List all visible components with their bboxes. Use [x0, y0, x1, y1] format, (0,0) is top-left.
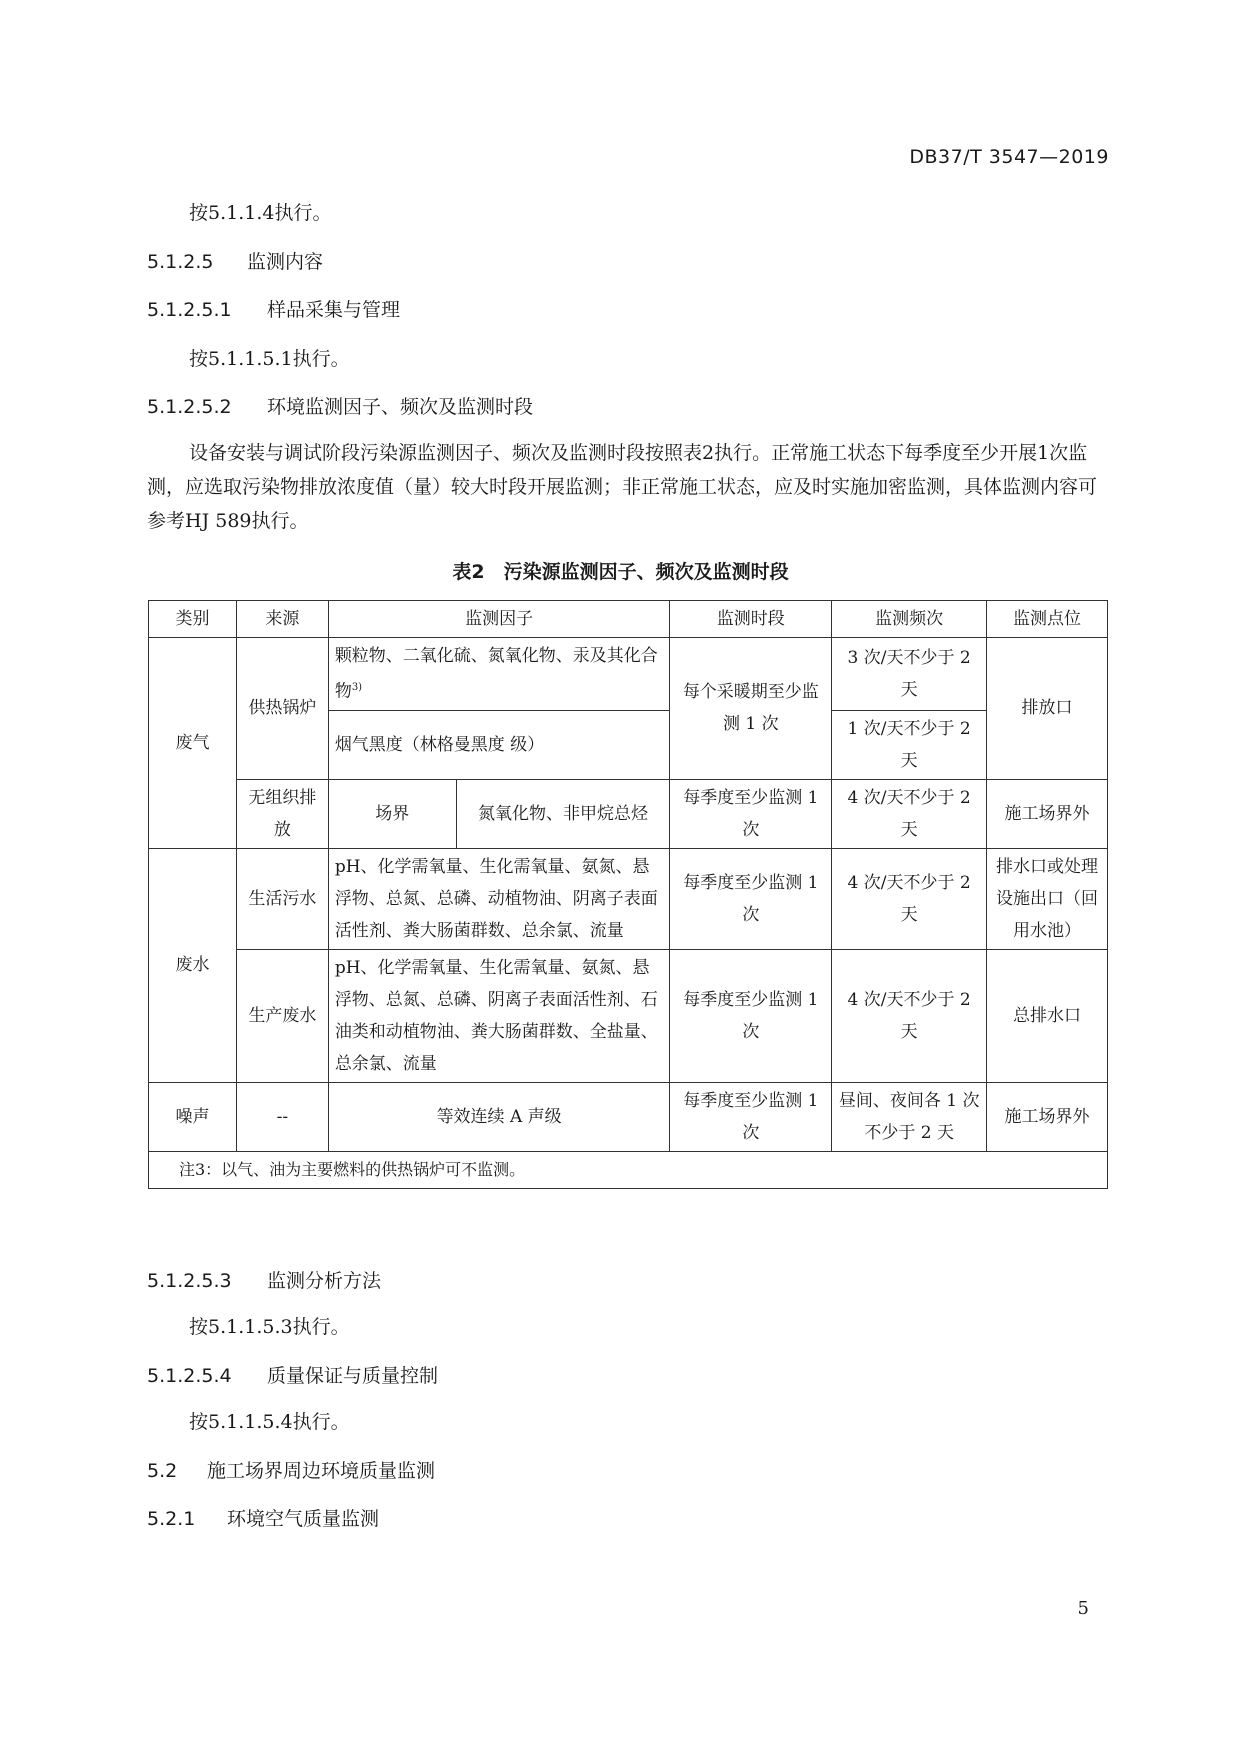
- frequency-cell: 昼间、夜间各 1 次不少于 2 天: [832, 1082, 987, 1151]
- paragraph: 按5.1.1.5.1执行。: [189, 348, 350, 370]
- source-cell: --: [236, 1082, 328, 1151]
- source-cell: 无组织排放: [236, 779, 328, 848]
- monitoring-table: [148, 600, 1108, 1189]
- point-cell: 排水口或处理设施出口（回用水池）: [987, 848, 1108, 949]
- header-cell: 类别: [149, 601, 237, 638]
- factor-cell: 氮氧化物、非甲烷总烃: [456, 779, 670, 848]
- paragraph: 设备安装与调试阶段污染源监测因子、频次及监测时段按照表2执行。正常施工状态下每季度至少开展1次监测，应选取污染物排放浓度值（量）较大时段开展监测；非正常施工状态，应及时实施加密监测，具体监测内容可参考HJ 589执行。: [147, 442, 1098, 532]
- section-heading: [147, 392, 533, 419]
- section-number: 5.1.2.5.1: [147, 299, 232, 321]
- point-cell: 施工场界外: [987, 779, 1108, 848]
- table-row: [149, 638, 1108, 711]
- category-cell: 废气: [149, 638, 237, 849]
- period-cell: 每季度至少监测 1 次: [670, 949, 832, 1082]
- table-header-row: [149, 601, 1108, 638]
- section-heading: [147, 1504, 379, 1531]
- section-heading: [147, 247, 323, 274]
- header-cell: 监测频次: [832, 601, 987, 638]
- section-title: 环境监测因子、频次及监测时段: [267, 396, 534, 418]
- section-title: 样品采集与管理: [267, 299, 401, 321]
- source-cell: 生活污水: [236, 848, 328, 949]
- point-cell: 施工场界外: [987, 1082, 1108, 1151]
- table-note: 注3：以气、油为主要燃料的供热锅炉可不监测。: [149, 1151, 1108, 1188]
- period-cell: 每个采暖期至少监测 1 次: [670, 638, 832, 780]
- table-row: [149, 779, 1108, 848]
- source-cell: 生产废水: [236, 949, 328, 1082]
- period-cell: 每季度至少监测 1 次: [670, 848, 832, 949]
- section-title: 监测内容: [247, 251, 324, 273]
- section-heading: [147, 1266, 381, 1293]
- section-number: 5.1.2.5.4: [147, 1365, 232, 1387]
- table-caption: 表2 污染源监测因子、频次及监测时段: [452, 561, 789, 583]
- section-number: 5.1.2.5.3: [147, 1270, 232, 1292]
- section-number: 5.2.1: [147, 1508, 196, 1530]
- section-title: 质量保证与质量控制: [267, 1365, 439, 1387]
- factor-cell: 等效连续 A 声级: [328, 1082, 670, 1151]
- factor-cell: pH、化学需氧量、生化需氧量、氨氮、悬浮物、总氮、总磷、动植物油、阴离子表面活性剂、粪大肠菌群数、总余氯、流量: [328, 848, 670, 949]
- section-heading: [147, 1361, 438, 1388]
- section-title: 环境空气质量监测: [227, 1508, 380, 1530]
- factor-cell: 颗粒物、二氧化硫、氮氧化物、汞及其化合物$^{3)}$: [328, 638, 670, 711]
- page-number: 5: [1077, 1598, 1089, 1619]
- section-number: 5.2: [147, 1460, 178, 1482]
- header-cell: 监测点位: [987, 601, 1108, 638]
- header-cell: 来源: [236, 601, 328, 638]
- frequency-cell: 1 次/天不少于 2 天: [832, 710, 987, 779]
- table-row: [149, 1082, 1108, 1151]
- period-cell: 每季度至少监测 1 次: [670, 779, 832, 848]
- table-note-row: [149, 1151, 1108, 1188]
- paragraph: 按5.1.1.5.3执行。: [189, 1316, 350, 1338]
- section-heading: [147, 1456, 435, 1483]
- factor-cell: 烟气黑度（林格曼黑度 级）: [328, 710, 670, 779]
- table-row: [149, 949, 1108, 1082]
- factor-subcell: 场界: [328, 779, 456, 848]
- frequency-cell: 4 次/天不少于 2 天: [832, 779, 987, 848]
- frequency-cell: 4 次/天不少于 2 天: [832, 949, 987, 1082]
- factor-cell: pH、化学需氧量、生化需氧量、氨氮、悬浮物、总氮、总磷、阴离子表面活性剂、石油类和动植物油、粪大肠菌群数、全盐量、总余氯、流量: [328, 949, 670, 1082]
- paragraph: 按5.1.1.5.4执行。: [189, 1411, 350, 1433]
- period-cell: 每季度至少监测 1 次: [670, 1082, 832, 1151]
- section-heading: [147, 295, 400, 322]
- point-cell: 排放口: [987, 638, 1108, 780]
- table-row: [149, 848, 1108, 949]
- footnote-ref: 3): [351, 682, 363, 693]
- frequency-cell: 3 次/天不少于 2 天: [832, 638, 987, 711]
- section-number: 5.1.2.5.2: [147, 396, 232, 418]
- section-title: 监测分析方法: [267, 1270, 382, 1292]
- category-cell: 噪声: [149, 1082, 237, 1151]
- source-cell: 供热锅炉: [236, 638, 328, 780]
- frequency-cell: 4 次/天不少于 2 天: [832, 848, 987, 949]
- category-cell: 废水: [149, 848, 237, 1082]
- document-code: DB37/T 3547—2019: [909, 146, 1109, 168]
- section-number: 5.1.2.5: [147, 251, 214, 273]
- point-cell: 总排水口: [987, 949, 1108, 1082]
- paragraph: 按5.1.1.4执行。: [189, 202, 332, 224]
- header-cell: 监测时段: [670, 601, 832, 638]
- header-cell: 监测因子: [328, 601, 670, 638]
- section-title: 施工场界周边环境质量监测: [207, 1460, 436, 1482]
